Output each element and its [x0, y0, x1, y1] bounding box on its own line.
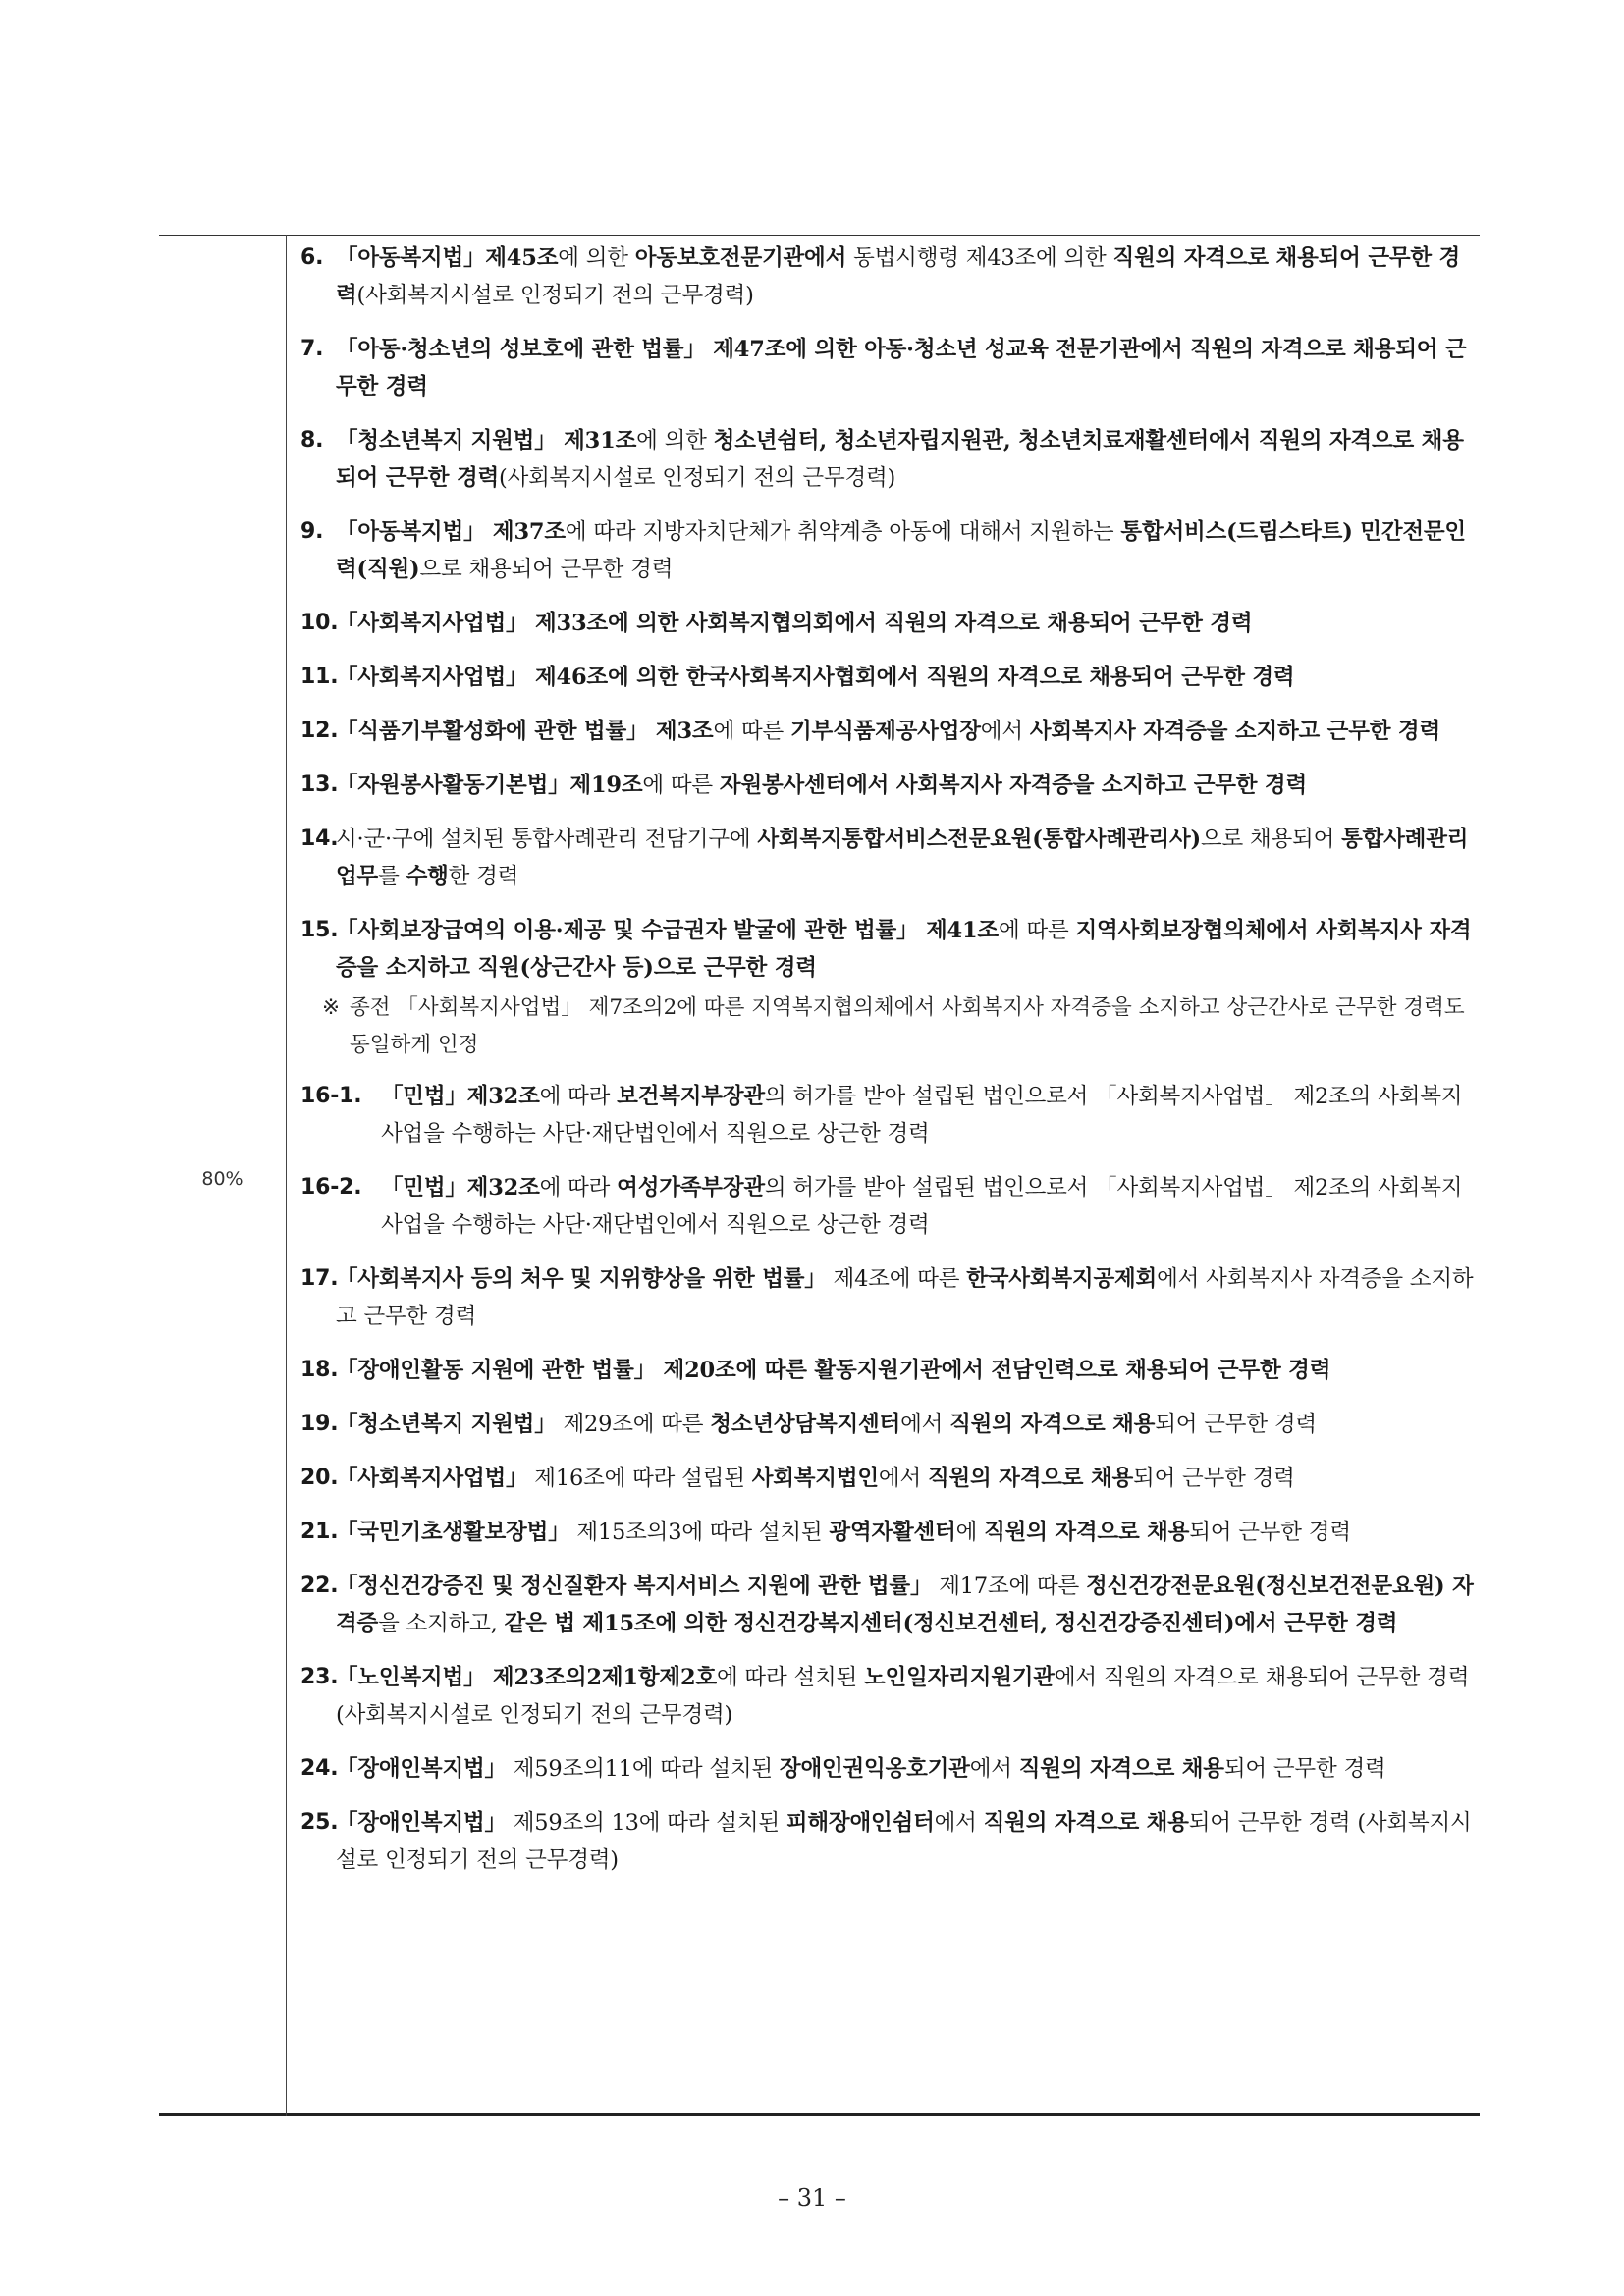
item-text: 의 허가를 받아 설립된 법인으로서 「사회복지사업법」 제2조의 사회복지사업을 수행하는 사단·재단법인에서 직원으로 상근한 경력	[381, 1084, 1463, 1147]
item-text: 되어 근무한 경력 (사회복지시설로 인정되기 전의 근무경력)	[336, 1810, 1472, 1873]
item-number: 22.	[300, 1574, 339, 1598]
item-text: 에 따른	[998, 918, 1076, 943]
item-text-emphasis: 장애인권익옹호기관	[779, 1756, 970, 1782]
career-item	[300, 1078, 1474, 1152]
item-text: 으로 채용되어 근무한 경력	[419, 557, 674, 582]
item-number: 18.	[300, 1358, 339, 1382]
item-number: 19.	[300, 1412, 339, 1436]
career-item	[300, 1352, 1474, 1389]
item-text: 제59조의11에 따라 설치된	[506, 1756, 780, 1782]
table-column-divider	[286, 235, 287, 2116]
item-text-emphasis: 「아동복지법」 제37조	[336, 519, 566, 545]
career-item	[300, 1750, 1474, 1788]
item-text: 제17조에 따른	[932, 1574, 1087, 1599]
item-text-emphasis: 아동보호전문기관에서	[634, 245, 847, 271]
item-number: 16-1.	[300, 1084, 362, 1108]
item-text-emphasis: 「민법」제32조	[381, 1175, 540, 1201]
item-text: 에 따른	[713, 719, 790, 744]
item-number: 7.	[300, 337, 324, 361]
item-number: 21.	[300, 1520, 339, 1544]
item-text: 시·군·구에 설치된 통합사례관리 전담기구에	[336, 827, 758, 852]
item-text-emphasis: 청소년상담복지센터	[710, 1412, 901, 1437]
item-text: 에서	[900, 1412, 950, 1437]
item-text-emphasis: 광역자활센터	[829, 1520, 956, 1545]
item-text-emphasis: 직원의 자격으로 채용	[949, 1412, 1156, 1437]
item-text-emphasis: 정신건강전문요원(정신보건전문요원) 자격증	[336, 1574, 1474, 1636]
item-text: 에서	[878, 1466, 928, 1491]
item-text: 에 따라 지방자치단체가 취약계층 아동에 대해서 지원하는	[565, 519, 1121, 545]
item-text: 에 의한	[636, 428, 714, 454]
item-text-emphasis: 피해장애인쉼터	[785, 1810, 935, 1836]
career-item	[300, 821, 1474, 895]
item-number: 11.	[300, 665, 339, 689]
career-item	[300, 1514, 1474, 1551]
career-items-group-b	[300, 1078, 1474, 1244]
career-item	[300, 1460, 1474, 1497]
career-item	[300, 1804, 1474, 1879]
career-item	[300, 1659, 1474, 1734]
item-number: 13.	[300, 773, 339, 797]
item-text: 에 따른	[642, 773, 720, 798]
item-text-emphasis: 통합서비스(드림스타트) 민간전문인력(직원)	[336, 519, 1466, 582]
item-number: 20.	[300, 1466, 339, 1490]
item-number: 12.	[300, 719, 339, 743]
career-item	[300, 605, 1474, 642]
item-text-emphasis: 직원의 자격으로 채용	[984, 1520, 1190, 1545]
item-text: 되어 근무한 경력	[1223, 1756, 1386, 1782]
item-text-emphasis: 사회복지법인	[751, 1466, 879, 1491]
item-text-emphasis: 지역사회보장협의체에서 사회복지사 자격증을 소지하고 직원(상근간사 등)으로 근무한 경력	[336, 918, 1472, 981]
career-item	[300, 659, 1474, 696]
career-item	[300, 767, 1474, 804]
item-number: 10.	[300, 611, 339, 635]
item-text-emphasis: 노인일자리지원기관	[864, 1665, 1055, 1690]
item-number: 25.	[300, 1810, 339, 1835]
item-text-emphasis: 직원의 자격으로 채용되어 근무한 경력	[336, 245, 1461, 308]
item-text: 제15조의3에 따라 설치된	[569, 1520, 830, 1545]
item-text-emphasis: 「아동·청소년의 성보호에 관한 법률」 제47조에 의한 아동·청소년 성교육 전문기관에서 직원의 자격으로 채용되어 근무한 경력	[336, 337, 1467, 400]
item-text: 를	[378, 864, 406, 889]
item-text: 제16조에 따라 설립된	[527, 1466, 752, 1491]
item-text: 에서 사회복지사 자격증을 소지하고 근무한 경력	[336, 1266, 1474, 1329]
item-text-emphasis: 자원봉사센터에서 사회복지사 자격증을 소지하고 근무한 경력	[719, 773, 1307, 798]
item-text-emphasis: 직원의 자격으로 채용	[1018, 1756, 1224, 1782]
item-text-emphasis: 직원의 자격으로 채용	[983, 1810, 1189, 1836]
career-item	[300, 1169, 1474, 1244]
item-number: 17.	[300, 1266, 339, 1291]
item-number: 16-2.	[300, 1175, 362, 1200]
item-number: 15.	[300, 918, 339, 942]
item-text: 에 따라	[539, 1084, 618, 1109]
career-item	[300, 240, 1474, 314]
item-text: 되어 근무한 경력	[1189, 1520, 1351, 1545]
career-item	[300, 513, 1474, 588]
item-text-emphasis: 「청소년복지 지원법」	[336, 1412, 557, 1437]
item-text-emphasis: 보건복지부장관	[617, 1084, 765, 1109]
item-number: 14.	[300, 827, 339, 851]
item-text: 에	[955, 1520, 985, 1545]
career-item	[300, 1406, 1474, 1443]
item-text: 에서	[969, 1756, 1019, 1782]
career-item	[300, 713, 1474, 750]
career-item	[300, 422, 1474, 497]
item-number: 23.	[300, 1665, 339, 1689]
item-text-emphasis: 「청소년복지 지원법」 제31조	[336, 428, 637, 454]
item-text: 으로 채용되어	[1200, 827, 1342, 852]
item-text-emphasis: 「사회복지사업법」 제46조에 의한 한국사회복지사협회에서 직원의 자격으로 채용되어 근무한 경력	[336, 665, 1295, 690]
item-text: 을 소지하고,	[378, 1611, 505, 1636]
item-text: 의 허가를 받아 설립된 법인으로서 「사회복지사업법」 제2조의 사회복지사업을 수행하는 사단·재단법인에서 직원으로 상근한 경력	[381, 1175, 1463, 1238]
item-text: 제29조에 따른	[556, 1412, 711, 1437]
item-text: (사회복지시설로 인정되기 전의 근무경력)	[356, 283, 754, 308]
item-text-emphasis: 사회복지사 자격증을 소지하고 근무한 경력	[1029, 719, 1440, 744]
item-text-emphasis: 「사회복지사업법」 제33조에 의한 사회복지협의회에서 직원의 자격으로 채용되어 근무한 경력	[336, 611, 1253, 636]
item-text-emphasis: 수행	[406, 864, 449, 889]
item-text-emphasis: 기부식품제공사업장	[789, 719, 981, 744]
career-item	[300, 912, 1474, 987]
item-text: 제59조의 13에 따라 설치된	[506, 1810, 786, 1836]
item-text-emphasis: 통합사례관리업무	[336, 827, 1469, 889]
item-text-emphasis: 「사회복지사 등의 처우 및 지위향상을 위한 법률」	[336, 1266, 827, 1292]
item-text-emphasis: 「국민기초생활보장법」	[336, 1520, 570, 1545]
item-number: 24.	[300, 1756, 339, 1781]
note-text: 종전 「사회복지사업법」 제7조의2에 따른 지역복지협의체에서 사회복지사 자격증을 소지하고 상근간사로 근무한 경력도 동일하게 인정	[350, 995, 1465, 1057]
recognition-rate: 80%	[201, 1168, 244, 1190]
item-text: 제4조에 따른	[826, 1266, 967, 1292]
item-text-emphasis: 청소년쉼터, 청소년자립지원관, 청소년치료재활센터에서 직원의 자격으로 채용되어 근무한 경력	[336, 428, 1464, 491]
item-text-emphasis: 「노인복지법」 제23조의2제1항제2호	[336, 1665, 717, 1690]
note-item	[300, 989, 1474, 1064]
item-text-emphasis: 「자원봉사활동기본법」제19조	[336, 773, 643, 798]
item-text: 되어 근무한 경력	[1155, 1412, 1317, 1437]
item-text: 에 따라 설치된	[716, 1665, 865, 1690]
item-text: 에 의한	[558, 245, 635, 271]
item-text-emphasis: 「사회보장급여의 이용·제공 및 수급권자 발굴에 관한 법률」 제41조	[336, 918, 999, 943]
item-text-emphasis: 「아동복지법」제45조	[336, 245, 559, 271]
item-text-emphasis: 여성가족부장관	[617, 1175, 765, 1201]
item-text-emphasis: 「식품기부활성화에 관한 법률」 제3조	[336, 719, 714, 744]
page-number: – 31 –	[778, 2184, 846, 2212]
career-item-list	[300, 240, 1474, 1896]
item-text: 에서	[934, 1810, 984, 1836]
item-text-emphasis: 같은 법 제15조에 의한 정신건강복지센터(정신보건센터, 정신건강증진센터)에서 근무한 경력	[504, 1611, 1398, 1636]
career-item	[300, 1568, 1474, 1642]
item-text-emphasis: 「사회복지사업법」	[336, 1466, 528, 1491]
item-text: 한 경력	[448, 864, 519, 889]
career-items-group-a	[300, 240, 1474, 987]
item-text: 되어 근무한 경력	[1133, 1466, 1295, 1491]
career-items-group-c	[300, 1260, 1474, 1879]
item-text: 동법시행령 제43조에 의한	[846, 245, 1113, 271]
item-text-emphasis: 사회복지통합서비스전문요원(통합사례관리사)	[757, 827, 1201, 852]
item-text-emphasis: 직원의 자격으로 채용	[927, 1466, 1134, 1491]
career-item	[300, 331, 1474, 405]
item-text-emphasis: 한국사회복지공제회	[966, 1266, 1158, 1292]
item-number: 6.	[300, 245, 324, 270]
item-text-emphasis: 「장애인복지법」	[336, 1756, 507, 1782]
note-mark: ※	[322, 995, 341, 1020]
item-text: 에서 직원의 자격으로 채용되어 근무한 경력(사회복지시설로 인정되기 전의 근무경력)	[336, 1665, 1470, 1728]
item-number: 8.	[300, 428, 324, 453]
item-text-emphasis: 「민법」제32조	[381, 1084, 540, 1109]
career-item	[300, 1260, 1474, 1335]
item-text-emphasis: 「장애인복지법」	[336, 1810, 507, 1836]
item-text: (사회복지시설로 인정되기 전의 근무경력)	[499, 465, 896, 491]
item-text: 에서	[980, 719, 1030, 744]
item-text-emphasis: 「정신건강증진 및 정신질환자 복지서비스 지원에 관한 법률」	[336, 1574, 933, 1599]
item-text: 에 따라	[539, 1175, 618, 1201]
item-number: 9.	[300, 519, 324, 544]
item-text-emphasis: 「장애인활동 지원에 관한 법률」 제20조에 따른 활동지원기관에서 전담인력으로 채용되어 근무한 경력	[336, 1358, 1331, 1383]
